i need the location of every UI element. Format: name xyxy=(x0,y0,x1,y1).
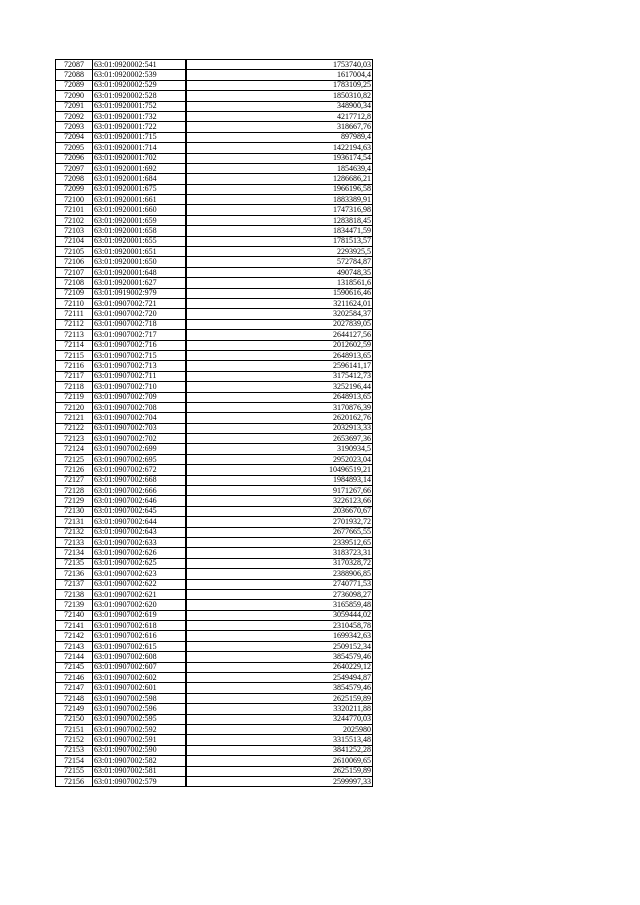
row-number-cell: 72122 xyxy=(56,423,93,433)
table-row xyxy=(56,631,373,641)
value-cell: 2625159,89 xyxy=(186,693,373,703)
row-number-cell: 72131 xyxy=(56,517,93,527)
cadastral-number-cell: 63:01:0920001:658 xyxy=(93,226,186,236)
cadastral-number-cell: 63:01:0907002:717 xyxy=(93,330,186,340)
table-row xyxy=(56,641,373,651)
cadastral-number-cell: 63:01:0907002:626 xyxy=(93,548,186,558)
value-cell: 2640229,12 xyxy=(186,662,373,672)
cadastral-number-cell: 63:01:0920001:651 xyxy=(93,247,186,257)
cadastral-number-cell: 63:01:0920001:714 xyxy=(93,143,186,153)
cadastral-number-cell: 63:01:0920001:650 xyxy=(93,257,186,267)
row-number-cell: 72099 xyxy=(56,184,93,194)
row-number-cell: 72116 xyxy=(56,361,93,371)
value-cell: 1590616,46 xyxy=(186,288,373,298)
row-number-cell: 72132 xyxy=(56,527,93,537)
table-row xyxy=(56,122,373,132)
table-row xyxy=(56,236,373,246)
value-cell: 2509152,34 xyxy=(186,641,373,651)
value-cell: 1850310,82 xyxy=(186,91,373,101)
table-row xyxy=(56,558,373,568)
table-row xyxy=(56,756,373,766)
cadastral-number-cell: 63:01:0907002:702 xyxy=(93,434,186,444)
row-number-cell: 72114 xyxy=(56,340,93,350)
cadastral-number-cell: 63:01:0919002:979 xyxy=(93,288,186,298)
value-cell: 2648913,65 xyxy=(186,350,373,360)
table-row xyxy=(56,569,373,579)
row-number-cell: 72120 xyxy=(56,402,93,412)
cadastral-number-cell: 63:01:0920001:684 xyxy=(93,174,186,184)
row-number-cell: 72108 xyxy=(56,278,93,288)
table-row xyxy=(56,579,373,589)
row-number-cell: 72087 xyxy=(56,60,93,70)
cadastral-number-cell: 63:01:0907002:708 xyxy=(93,402,186,412)
value-cell: 9171267,66 xyxy=(186,486,373,496)
cadastral-number-cell: 63:01:0920002:541 xyxy=(93,60,186,70)
value-cell: 3175412,73 xyxy=(186,371,373,381)
row-number-cell: 72141 xyxy=(56,621,93,631)
value-cell: 1699342,63 xyxy=(186,631,373,641)
cadastral-number-cell: 63:01:0907002:721 xyxy=(93,298,186,308)
value-cell: 1834471,59 xyxy=(186,226,373,236)
cadastral-number-cell: 63:01:0907002:615 xyxy=(93,641,186,651)
value-cell: 2736098,27 xyxy=(186,589,373,599)
table-row xyxy=(56,434,373,444)
row-number-cell: 72150 xyxy=(56,714,93,724)
cadastral-number-cell: 63:01:0920001:648 xyxy=(93,267,186,277)
value-cell: 1781513,57 xyxy=(186,236,373,246)
row-number-cell: 72117 xyxy=(56,371,93,381)
row-number-cell: 72109 xyxy=(56,288,93,298)
cadastral-number-cell: 63:01:0920001:659 xyxy=(93,215,186,225)
row-number-cell: 72104 xyxy=(56,236,93,246)
cadastral-number-cell: 63:01:0907002:590 xyxy=(93,745,186,755)
row-number-cell: 72130 xyxy=(56,506,93,516)
value-cell: 2032913,33 xyxy=(186,423,373,433)
table-row xyxy=(56,184,373,194)
table-row xyxy=(56,319,373,329)
value-cell: 2549494,87 xyxy=(186,673,373,683)
table-row xyxy=(56,350,373,360)
row-number-cell: 72145 xyxy=(56,662,93,672)
table-row xyxy=(56,215,373,225)
table-row xyxy=(56,226,373,236)
cadastral-number-cell: 63:01:0907002:596 xyxy=(93,704,186,714)
cadastral-number-cell: 63:01:0907002:591 xyxy=(93,735,186,745)
value-cell: 3202584,37 xyxy=(186,309,373,319)
cadastral-number-cell: 63:01:0907002:618 xyxy=(93,621,186,631)
table-row xyxy=(56,413,373,423)
value-cell: 2293925,5 xyxy=(186,247,373,257)
row-number-cell: 72125 xyxy=(56,454,93,464)
row-number-cell: 72097 xyxy=(56,163,93,173)
value-cell: 897989,4 xyxy=(186,132,373,142)
cadastral-number-cell: 63:01:0907002:646 xyxy=(93,496,186,506)
row-number-cell: 72089 xyxy=(56,80,93,90)
table-row xyxy=(56,80,373,90)
table-row xyxy=(56,70,373,80)
value-cell: 2620162,76 xyxy=(186,413,373,423)
cadastral-number-cell: 63:01:0907002:643 xyxy=(93,527,186,537)
table-row xyxy=(56,621,373,631)
row-number-cell: 72091 xyxy=(56,101,93,111)
row-number-cell: 72092 xyxy=(56,111,93,121)
data-table xyxy=(55,59,373,787)
cadastral-number-cell: 63:01:0907002:645 xyxy=(93,506,186,516)
row-number-cell: 72153 xyxy=(56,745,93,755)
table-row xyxy=(56,693,373,703)
value-cell: 3226123,66 xyxy=(186,496,373,506)
row-number-cell: 72111 xyxy=(56,309,93,319)
cadastral-number-cell: 63:01:0907002:581 xyxy=(93,766,186,776)
row-number-cell: 72129 xyxy=(56,496,93,506)
cadastral-number-cell: 63:01:0920001:732 xyxy=(93,111,186,121)
cadastral-number-cell: 63:01:0907002:699 xyxy=(93,444,186,454)
table-row xyxy=(56,163,373,173)
value-cell: 3165859,48 xyxy=(186,600,373,610)
value-cell: 3841252,28 xyxy=(186,745,373,755)
value-cell: 1984893,14 xyxy=(186,475,373,485)
value-cell: 1783109,25 xyxy=(186,80,373,90)
row-number-cell: 72151 xyxy=(56,725,93,735)
table-row xyxy=(56,402,373,412)
cadastral-number-cell: 63:01:0920001:675 xyxy=(93,184,186,194)
cadastral-number-cell: 63:01:0907002:672 xyxy=(93,465,186,475)
row-number-cell: 72090 xyxy=(56,91,93,101)
value-cell: 2596141,17 xyxy=(186,361,373,371)
value-cell: 2648913,65 xyxy=(186,392,373,402)
row-number-cell: 72139 xyxy=(56,600,93,610)
cadastral-number-cell: 63:01:0920001:752 xyxy=(93,101,186,111)
row-number-cell: 72128 xyxy=(56,486,93,496)
cadastral-number-cell: 63:01:0907002:644 xyxy=(93,517,186,527)
value-cell: 2610069,65 xyxy=(186,756,373,766)
table-row xyxy=(56,527,373,537)
table-row xyxy=(56,267,373,277)
table-row xyxy=(56,330,373,340)
table-row xyxy=(56,153,373,163)
value-cell: 3183723,31 xyxy=(186,548,373,558)
value-cell: 2677665,55 xyxy=(186,527,373,537)
value-cell: 572784,87 xyxy=(186,257,373,267)
cadastral-number-cell: 63:01:0907002:668 xyxy=(93,475,186,485)
value-cell: 2701932,72 xyxy=(186,517,373,527)
row-number-cell: 72140 xyxy=(56,610,93,620)
table-row xyxy=(56,600,373,610)
row-number-cell: 72146 xyxy=(56,673,93,683)
table-row xyxy=(56,392,373,402)
value-cell: 2625159,89 xyxy=(186,766,373,776)
cadastral-number-cell: 63:01:0907002:718 xyxy=(93,319,186,329)
cadastral-number-cell: 63:01:0907002:666 xyxy=(93,486,186,496)
cadastral-number-cell: 63:01:0920002:529 xyxy=(93,80,186,90)
row-number-cell: 72149 xyxy=(56,704,93,714)
value-cell: 3854579,46 xyxy=(186,652,373,662)
value-cell: 1753740,03 xyxy=(186,60,373,70)
cadastral-number-cell: 63:01:0907002:711 xyxy=(93,371,186,381)
cadastral-number-cell: 63:01:0907002:595 xyxy=(93,714,186,724)
value-cell: 1422194,63 xyxy=(186,143,373,153)
row-number-cell: 72098 xyxy=(56,174,93,184)
row-number-cell: 72137 xyxy=(56,579,93,589)
value-cell: 4217712,8 xyxy=(186,111,373,121)
table-row xyxy=(56,735,373,745)
table-row xyxy=(56,662,373,672)
table-row xyxy=(56,766,373,776)
cadastral-number-cell: 63:01:0907002:579 xyxy=(93,776,186,786)
table-row xyxy=(56,371,373,381)
table-row xyxy=(56,714,373,724)
cadastral-number-cell: 63:01:0907002:703 xyxy=(93,423,186,433)
row-number-cell: 72110 xyxy=(56,298,93,308)
table-row xyxy=(56,548,373,558)
row-number-cell: 72095 xyxy=(56,143,93,153)
cadastral-number-cell: 63:01:0907002:621 xyxy=(93,589,186,599)
table-row xyxy=(56,776,373,786)
table-row xyxy=(56,143,373,153)
row-number-cell: 72124 xyxy=(56,444,93,454)
cadastral-number-cell: 63:01:0907002:625 xyxy=(93,558,186,568)
value-cell: 3854579,46 xyxy=(186,683,373,693)
table-row xyxy=(56,257,373,267)
row-number-cell: 72113 xyxy=(56,330,93,340)
cadastral-number-cell: 63:01:0907002:710 xyxy=(93,382,186,392)
value-cell: 3170328,72 xyxy=(186,558,373,568)
row-number-cell: 72156 xyxy=(56,776,93,786)
table-row xyxy=(56,60,373,70)
value-cell: 3252196,44 xyxy=(186,382,373,392)
value-cell: 490748,35 xyxy=(186,267,373,277)
row-number-cell: 72144 xyxy=(56,652,93,662)
cadastral-number-cell: 63:01:0920001:660 xyxy=(93,205,186,215)
row-number-cell: 72142 xyxy=(56,631,93,641)
cadastral-number-cell: 63:01:0920001:722 xyxy=(93,122,186,132)
row-number-cell: 72155 xyxy=(56,766,93,776)
table-row xyxy=(56,298,373,308)
row-number-cell: 72118 xyxy=(56,382,93,392)
cadastral-number-cell: 63:01:0907002:716 xyxy=(93,340,186,350)
value-cell: 1854639,4 xyxy=(186,163,373,173)
table-row xyxy=(56,382,373,392)
table-row xyxy=(56,683,373,693)
cadastral-number-cell: 63:01:0920001:655 xyxy=(93,236,186,246)
row-number-cell: 72148 xyxy=(56,693,93,703)
table-body xyxy=(56,60,373,787)
cadastral-number-cell: 63:01:0920001:702 xyxy=(93,153,186,163)
cadastral-number-cell: 63:01:0907002:616 xyxy=(93,631,186,641)
row-number-cell: 72126 xyxy=(56,465,93,475)
row-number-cell: 72154 xyxy=(56,756,93,766)
cadastral-number-cell: 63:01:0907002:720 xyxy=(93,309,186,319)
table-row xyxy=(56,610,373,620)
cadastral-number-cell: 63:01:0907002:592 xyxy=(93,725,186,735)
value-cell: 10496519,21 xyxy=(186,465,373,475)
table-row xyxy=(56,475,373,485)
row-number-cell: 72133 xyxy=(56,537,93,547)
table-row xyxy=(56,361,373,371)
row-number-cell: 72121 xyxy=(56,413,93,423)
table-row xyxy=(56,745,373,755)
cadastral-number-cell: 63:01:0907002:582 xyxy=(93,756,186,766)
cadastral-number-cell: 63:01:0907002:601 xyxy=(93,683,186,693)
cadastral-number-cell: 63:01:0907002:715 xyxy=(93,350,186,360)
table-row xyxy=(56,465,373,475)
value-cell: 2599997,33 xyxy=(186,776,373,786)
table-row xyxy=(56,444,373,454)
table-row xyxy=(56,652,373,662)
cadastral-number-cell: 63:01:0907002:619 xyxy=(93,610,186,620)
row-number-cell: 72143 xyxy=(56,641,93,651)
table-row xyxy=(56,589,373,599)
value-cell: 1318561,6 xyxy=(186,278,373,288)
value-cell: 2025980 xyxy=(186,725,373,735)
value-cell: 3244770,03 xyxy=(186,714,373,724)
value-cell: 1883389,91 xyxy=(186,195,373,205)
value-cell: 2644127,56 xyxy=(186,330,373,340)
value-cell: 1286686,21 xyxy=(186,174,373,184)
row-number-cell: 72147 xyxy=(56,683,93,693)
table-row xyxy=(56,195,373,205)
row-number-cell: 72088 xyxy=(56,70,93,80)
value-cell: 2310458,78 xyxy=(186,621,373,631)
row-number-cell: 72136 xyxy=(56,569,93,579)
row-number-cell: 72119 xyxy=(56,392,93,402)
row-number-cell: 72094 xyxy=(56,132,93,142)
cadastral-number-cell: 63:01:0920001:627 xyxy=(93,278,186,288)
table-row xyxy=(56,101,373,111)
row-number-cell: 72103 xyxy=(56,226,93,236)
table-row xyxy=(56,288,373,298)
value-cell: 2740771,53 xyxy=(186,579,373,589)
value-cell: 3059444,02 xyxy=(186,610,373,620)
value-cell: 2027839,05 xyxy=(186,319,373,329)
cadastral-number-cell: 63:01:0907002:623 xyxy=(93,569,186,579)
table-row xyxy=(56,247,373,257)
cadastral-number-cell: 63:01:0907002:607 xyxy=(93,662,186,672)
table-row xyxy=(56,673,373,683)
table-row xyxy=(56,506,373,516)
table-row xyxy=(56,205,373,215)
row-number-cell: 72123 xyxy=(56,434,93,444)
value-cell: 2339512,65 xyxy=(186,537,373,547)
row-number-cell: 72096 xyxy=(56,153,93,163)
value-cell: 2036670,67 xyxy=(186,506,373,516)
row-number-cell: 72100 xyxy=(56,195,93,205)
cadastral-number-cell: 63:01:0920002:539 xyxy=(93,70,186,80)
row-number-cell: 72115 xyxy=(56,350,93,360)
cadastral-number-cell: 63:01:0907002:709 xyxy=(93,392,186,402)
cadastral-number-cell: 63:01:0907002:602 xyxy=(93,673,186,683)
table-row xyxy=(56,278,373,288)
value-cell: 1966196,58 xyxy=(186,184,373,194)
value-cell: 2388906,85 xyxy=(186,569,373,579)
value-cell: 3315513,48 xyxy=(186,735,373,745)
cadastral-number-cell: 63:01:0907002:622 xyxy=(93,579,186,589)
cadastral-number-cell: 63:01:0907002:620 xyxy=(93,600,186,610)
row-number-cell: 72138 xyxy=(56,589,93,599)
cadastral-number-cell: 63:01:0907002:598 xyxy=(93,693,186,703)
row-number-cell: 72107 xyxy=(56,267,93,277)
cadastral-number-cell: 63:01:0907002:608 xyxy=(93,652,186,662)
table-row xyxy=(56,486,373,496)
cadastral-number-cell: 63:01:0907002:713 xyxy=(93,361,186,371)
row-number-cell: 72134 xyxy=(56,548,93,558)
value-cell: 2012602,59 xyxy=(186,340,373,350)
table-row xyxy=(56,496,373,506)
value-cell: 1617004,4 xyxy=(186,70,373,80)
value-cell: 3170876,39 xyxy=(186,402,373,412)
value-cell: 2653697,36 xyxy=(186,434,373,444)
cadastral-number-cell: 63:01:0907002:695 xyxy=(93,454,186,464)
value-cell: 1283818,45 xyxy=(186,215,373,225)
row-number-cell: 72102 xyxy=(56,215,93,225)
row-number-cell: 72127 xyxy=(56,475,93,485)
table-row xyxy=(56,537,373,547)
table-row xyxy=(56,309,373,319)
table-row xyxy=(56,132,373,142)
cadastral-number-cell: 63:01:0920001:692 xyxy=(93,163,186,173)
row-number-cell: 72105 xyxy=(56,247,93,257)
cadastral-number-cell: 63:01:0920001:661 xyxy=(93,195,186,205)
row-number-cell: 72112 xyxy=(56,319,93,329)
table-row xyxy=(56,454,373,464)
value-cell: 2952023,04 xyxy=(186,454,373,464)
value-cell: 3190934,5 xyxy=(186,444,373,454)
value-cell: 1747316,98 xyxy=(186,205,373,215)
value-cell: 318667,76 xyxy=(186,122,373,132)
row-number-cell: 72093 xyxy=(56,122,93,132)
value-cell: 3211624,01 xyxy=(186,298,373,308)
row-number-cell: 72135 xyxy=(56,558,93,568)
row-number-cell: 72152 xyxy=(56,735,93,745)
row-number-cell: 72101 xyxy=(56,205,93,215)
value-cell: 3320211,88 xyxy=(186,704,373,714)
cadastral-number-cell: 63:01:0907002:633 xyxy=(93,537,186,547)
table-row xyxy=(56,423,373,433)
table-row xyxy=(56,174,373,184)
cadastral-number-cell: 63:01:0920001:715 xyxy=(93,132,186,142)
table-row xyxy=(56,725,373,735)
table-row xyxy=(56,517,373,527)
table-row xyxy=(56,111,373,121)
table-row xyxy=(56,704,373,714)
cadastral-number-cell: 63:01:0907002:704 xyxy=(93,413,186,423)
value-cell: 1936174,54 xyxy=(186,153,373,163)
table-row xyxy=(56,340,373,350)
value-cell: 348900,34 xyxy=(186,101,373,111)
cadastral-number-cell: 63:01:0920002:528 xyxy=(93,91,186,101)
row-number-cell: 72106 xyxy=(56,257,93,267)
table-row xyxy=(56,91,373,101)
